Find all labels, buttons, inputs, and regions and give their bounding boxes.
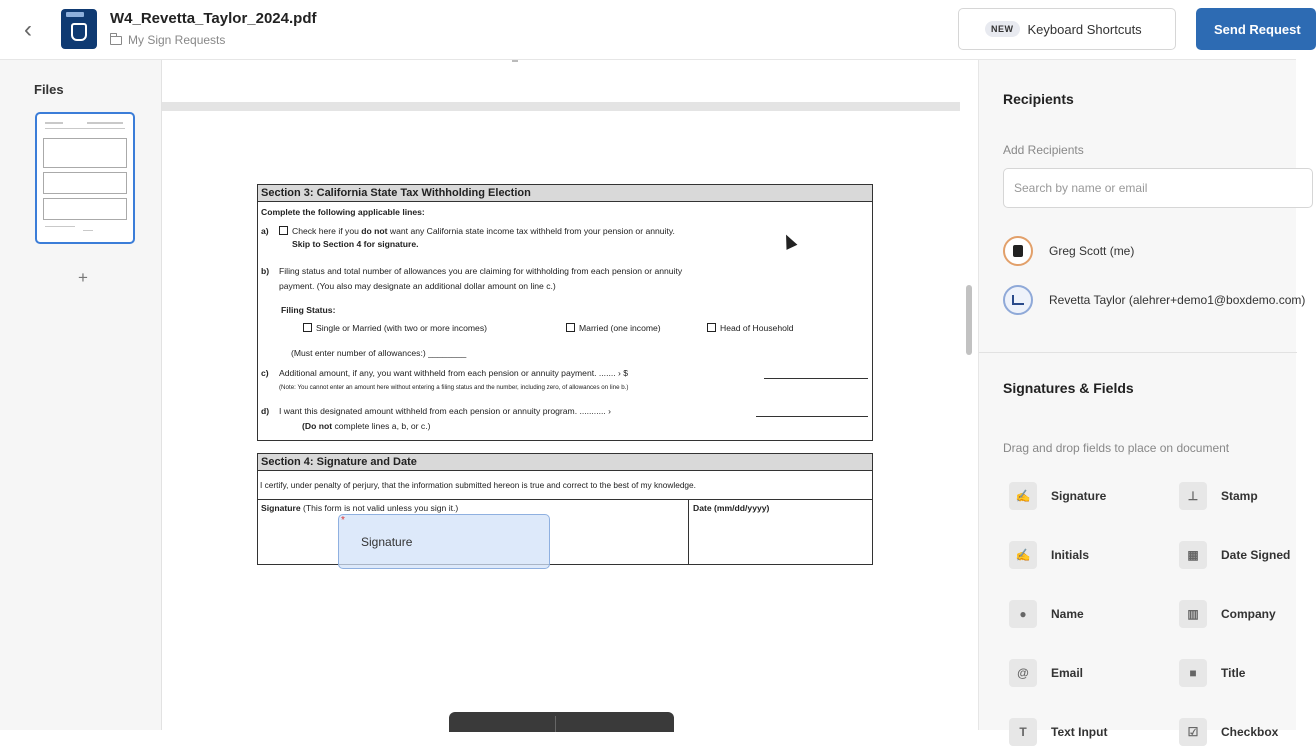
line-a-label: a)	[261, 226, 269, 236]
certify-text: I certify, under penalty of perjury, that the information submitted hereon is true and correct to the best of my knowledge.	[260, 480, 696, 490]
recipients-title: Recipients	[1003, 91, 1074, 107]
line-d-note: (Do not complete lines a, b, or c.)	[302, 421, 431, 431]
field-initials[interactable]: ✍ Initials	[1009, 541, 1089, 569]
line-d-text: I want this designated amount withheld from each pension or annuity program. ........... ›	[279, 406, 611, 416]
right-panel	[978, 60, 1306, 739]
option-head-of-household[interactable]: Head of Household	[707, 323, 794, 334]
send-request-button[interactable]: Send Request	[1196, 8, 1316, 50]
files-title: Files	[34, 82, 64, 97]
document-scrollbar[interactable]	[966, 285, 972, 355]
allowances-line: (Must enter number of allowances:) ________	[291, 348, 467, 358]
panel-divider	[979, 352, 1297, 353]
add-file-button[interactable]: +	[78, 268, 88, 287]
field-checkbox[interactable]: ☑ Checkbox	[1179, 718, 1278, 746]
folder-breadcrumb[interactable]	[110, 33, 225, 47]
signature-icon: ✍	[1009, 482, 1037, 510]
section-3-box	[257, 184, 873, 441]
section-4-divider	[258, 499, 872, 500]
line-c-underline	[764, 378, 868, 379]
calendar-icon: ▦	[1179, 541, 1207, 569]
field-signature[interactable]: ✍ Signature	[1009, 482, 1106, 510]
top-header	[0, 0, 1301, 60]
line-b-text-2: payment. (You also may designate an additional dollar amount on line c.)	[279, 281, 556, 291]
required-asterisk: *	[341, 515, 345, 526]
building-icon: ▥	[1179, 600, 1207, 628]
page-navigation-toolbar[interactable]	[449, 712, 674, 732]
add-recipients-label: Add Recipients	[1003, 143, 1084, 157]
file-name: W4_Revetta_Taylor_2024.pdf	[110, 10, 317, 27]
signature-label: Signature (This form is not valid unless you sign it.)	[261, 503, 459, 513]
keyboard-shortcuts-button[interactable]	[958, 8, 1176, 50]
line-a-checkbox[interactable]	[279, 226, 288, 235]
page-top-mark	[512, 60, 518, 62]
line-b-label: b)	[261, 266, 270, 276]
field-stamp[interactable]: ⊥ Stamp	[1179, 482, 1258, 510]
field-name[interactable]: ● Name	[1009, 600, 1084, 628]
recipient-greg[interactable]	[1003, 236, 1134, 266]
files-panel	[0, 60, 162, 730]
line-c-text: Additional amount, if any, you want withheld from each pension or annuity payment. ....... › $	[279, 368, 629, 378]
filing-status-label: Filing Status:	[281, 305, 336, 315]
back-chevron-icon[interactable]: ‹	[24, 16, 32, 43]
stamp-icon: ⊥	[1179, 482, 1207, 510]
section-3-intro: Complete the following applicable lines:	[261, 207, 425, 217]
folder-name: My Sign Requests	[128, 33, 226, 47]
signature-field-label: Signature	[361, 535, 413, 549]
keyboard-shortcuts-label: Keyboard Shortcuts	[1027, 21, 1142, 37]
line-d-label: d)	[261, 406, 270, 416]
single-checkbox[interactable]	[303, 323, 312, 332]
option-married[interactable]: Married (one income)	[566, 323, 661, 334]
field-company[interactable]: ▥ Company	[1179, 600, 1276, 628]
field-title[interactable]: ■ Title	[1179, 659, 1245, 687]
line-d-underline	[756, 416, 868, 417]
new-badge: NEW	[985, 21, 1020, 37]
field-text-input[interactable]: T Text Input	[1009, 718, 1107, 746]
line-c-label: c)	[261, 368, 269, 378]
recipient-revetta[interactable]	[1003, 285, 1305, 315]
option-single[interactable]: Single or Married (with two or more incomes)	[303, 323, 487, 334]
fields-hint: Drag and drop fields to place on document	[1003, 441, 1230, 455]
date-label: Date (mm/dd/yyyy)	[693, 503, 770, 513]
recipient-avatar-icon	[1003, 236, 1033, 266]
briefcase-icon: ■	[1179, 659, 1207, 687]
field-date-signed[interactable]: ▦ Date Signed	[1179, 541, 1290, 569]
hoh-checkbox[interactable]	[707, 323, 716, 332]
folder-icon	[110, 36, 122, 45]
section-4-title: Section 4: Signature and Date	[258, 454, 872, 471]
initials-icon: ✍	[1009, 541, 1037, 569]
date-column-divider	[688, 499, 689, 565]
person-icon: ●	[1009, 600, 1037, 628]
fields-title: Signatures & Fields	[1003, 380, 1134, 396]
signer-avatar-icon	[1003, 285, 1033, 315]
page-thumbnail[interactable]	[35, 112, 135, 244]
recipient-name: Revetta Taylor (alehrer+demo1@boxdemo.com)	[1049, 293, 1306, 307]
recipient-search-input[interactable]: Search by name or email	[1003, 168, 1313, 208]
placed-signature-field[interactable]	[338, 514, 550, 569]
line-a-skip: Skip to Section 4 for signature.	[292, 239, 419, 249]
text-input-icon: T	[1009, 718, 1037, 746]
section-3-title: Section 3: California State Tax Withholding Election	[258, 185, 872, 202]
page-separator	[162, 102, 960, 111]
line-c-note: (Note: You cannot enter an amount here without entering a filing status and the number, including zero, of allowances on line b.)	[279, 384, 629, 391]
line-b-text-1: Filing status and total number of allowances you are claiming for withholding from each pension or annuity	[279, 266, 683, 276]
sign-document-icon	[61, 9, 97, 49]
line-a-text: Check here if you do not want any California state income tax withheld from your pension or annuity.	[279, 226, 675, 237]
field-email[interactable]: @ Email	[1009, 659, 1083, 687]
at-icon: @	[1009, 659, 1037, 687]
recipient-name: Greg Scott (me)	[1049, 244, 1135, 258]
married-checkbox[interactable]	[566, 323, 575, 332]
checkbox-icon: ☑	[1179, 718, 1207, 746]
